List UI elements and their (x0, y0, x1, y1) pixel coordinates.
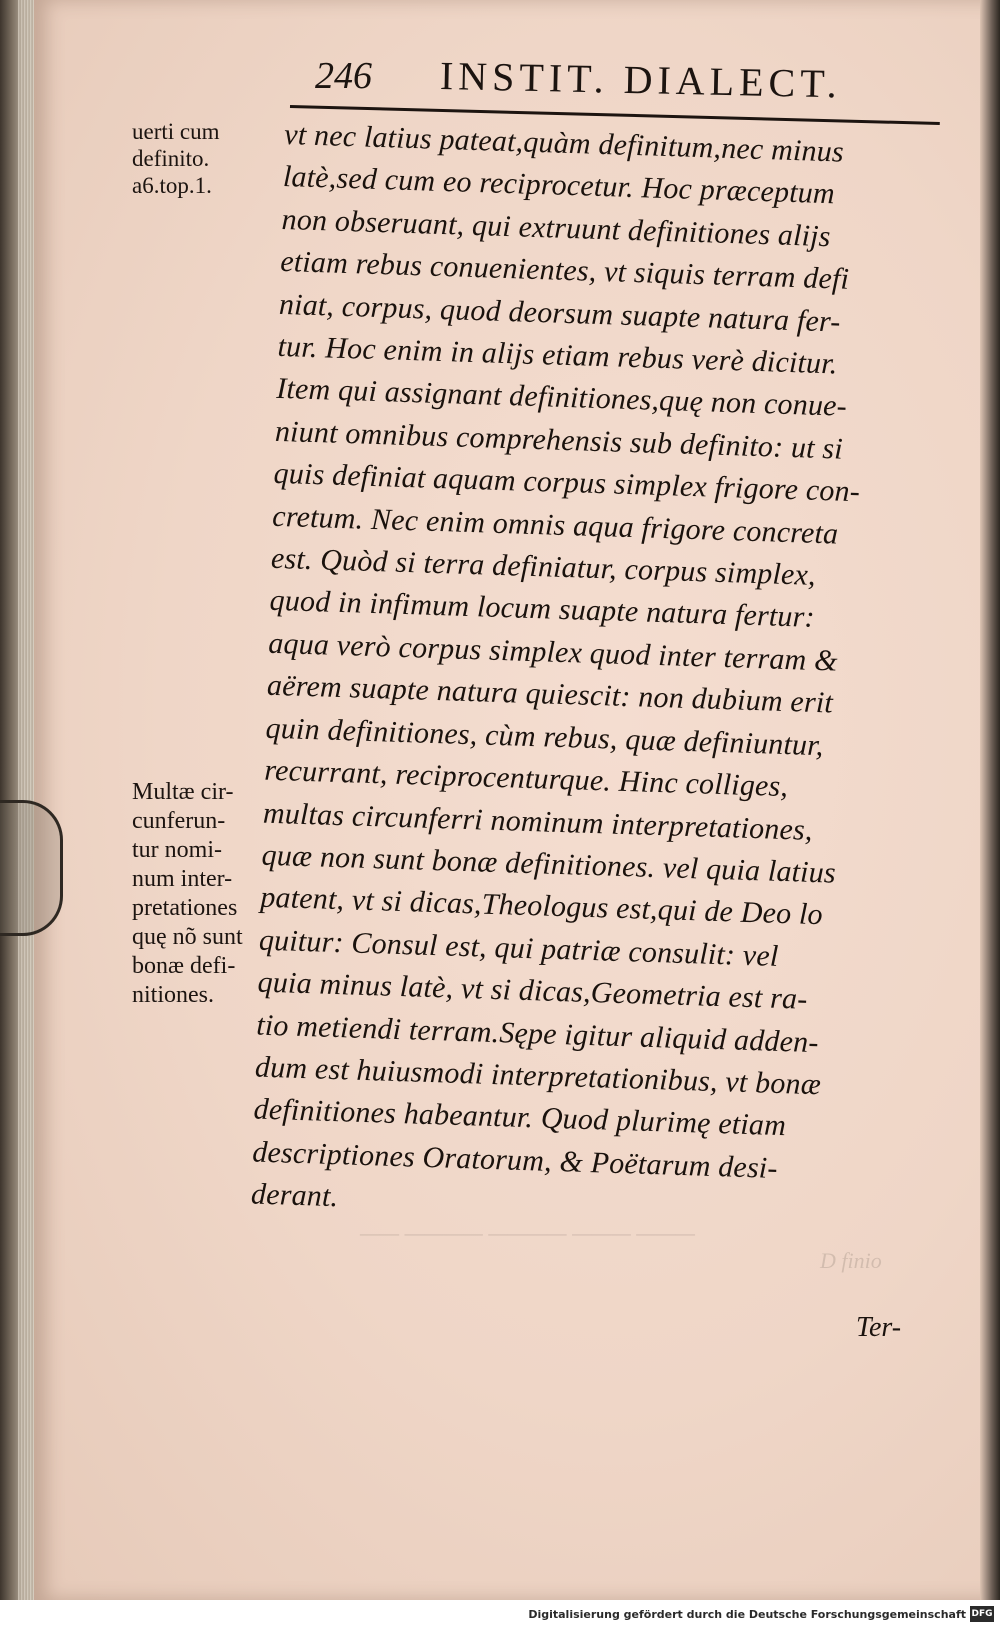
text-line: quin definitiones, cùm rebus, quæ definiuntur, (265, 711, 825, 762)
marginal-note-line: pretationes (132, 895, 238, 921)
text-line: etiam rebus conuenientes, vt siquis terram defi (279, 245, 850, 297)
digitization-footer (0, 1600, 1000, 1631)
marginal-note-line: cunferun- (132, 808, 226, 834)
text-line: cretum. Nec enim omnis aqua frigore concreta (271, 499, 839, 551)
text-line: quis definiat aquam corpus simplex frigore con- (273, 457, 861, 509)
body-text (250, 114, 964, 1237)
text-line: niunt omnibus comprehensis sub definito: ut si (274, 414, 844, 466)
bookmark-ribbon (0, 800, 63, 936)
text-line: derant. (250, 1177, 339, 1214)
marginal-note-line: Multæ cir- (132, 779, 234, 805)
text-line: aqua verò corpus simplex quod inter terram & (267, 626, 839, 678)
marginal-note-line: definito. (132, 146, 210, 171)
text-line: Item qui assignant definitiones,quę non conue- (275, 372, 848, 424)
page-number: 246 (315, 55, 372, 97)
text-line: dum est huiusmodi interpretationibus, vt bonæ (254, 1050, 822, 1102)
marginal-note-line: bonæ defi- (132, 953, 236, 979)
text-line: quia minus latè, vt si dicas,Geometria est ra- (257, 965, 808, 1016)
marginal-note-line: a6.top.1. (132, 173, 212, 198)
dfg-logo: DFG (970, 1606, 994, 1622)
footer-credit: Digitalisierung gefördert durch die Deutsche Forschungsgemeinschaft (528, 1608, 966, 1621)
running-title: INSTIT. DIALECT. (439, 53, 843, 107)
show-through-text: —— ———— ———— ——— ——— (360, 1220, 695, 1245)
text-line: patent, vt si dicas,Theologus est,qui de Deo lo (259, 880, 824, 932)
text-line: non obseruant, qui extruunt definitiones alijs (281, 202, 832, 254)
text-line: vt nec latius pateat,quàm definitum,nec minus (283, 117, 845, 169)
text-line: latè,sed cum eo reciprocetur. Hoc præceptum (282, 160, 836, 211)
text-line: quod in infimum locum suapte natura fertur: (269, 584, 816, 635)
text-line: quitur: Consul est, qui patriæ consulit: vel (258, 923, 779, 973)
text-line: est. Quòd si terra definiatur, corpus simplex, (270, 541, 817, 592)
marginal-note-line: nitiones. (132, 982, 214, 1008)
text-line: recurrant, reciprocenturque. Hinc colliges, (263, 753, 789, 804)
show-through-text: D finio (820, 1248, 882, 1273)
marginal-note-line: quę nõ sunt (132, 924, 243, 950)
marginal-note-line: num inter- (132, 866, 233, 892)
catchword: Ter- (856, 1312, 902, 1343)
marginal-note-line: tur nomi- (132, 837, 222, 863)
marginal-note (132, 118, 292, 199)
text-line: multas circunferri nominum interpretationes, (262, 796, 814, 847)
text-line: definitiones habeantur. Quod plurimę etiam (253, 1092, 787, 1143)
text-line: niat, corpus, quod deorsum suapte natura fer- (278, 287, 841, 339)
page-header (290, 48, 890, 108)
text-line: tur. Hoc enim in alijs etiam rebus verè dicitur. (277, 329, 839, 381)
text-line: quæ non sunt bonæ definitiones. vel quia latius (261, 838, 837, 890)
text-line: tio metiendi terram.Sępe igitur aliquid adden- (255, 1008, 820, 1059)
marginal-note-line: uerti cum (132, 119, 220, 144)
text-line: descriptiones Oratorum, & Poëtarum desi- (251, 1135, 779, 1185)
page-gutter-shadow (980, 0, 1000, 1600)
text-line: aërem suapte natura quiescit: non dubium erit (266, 669, 834, 720)
